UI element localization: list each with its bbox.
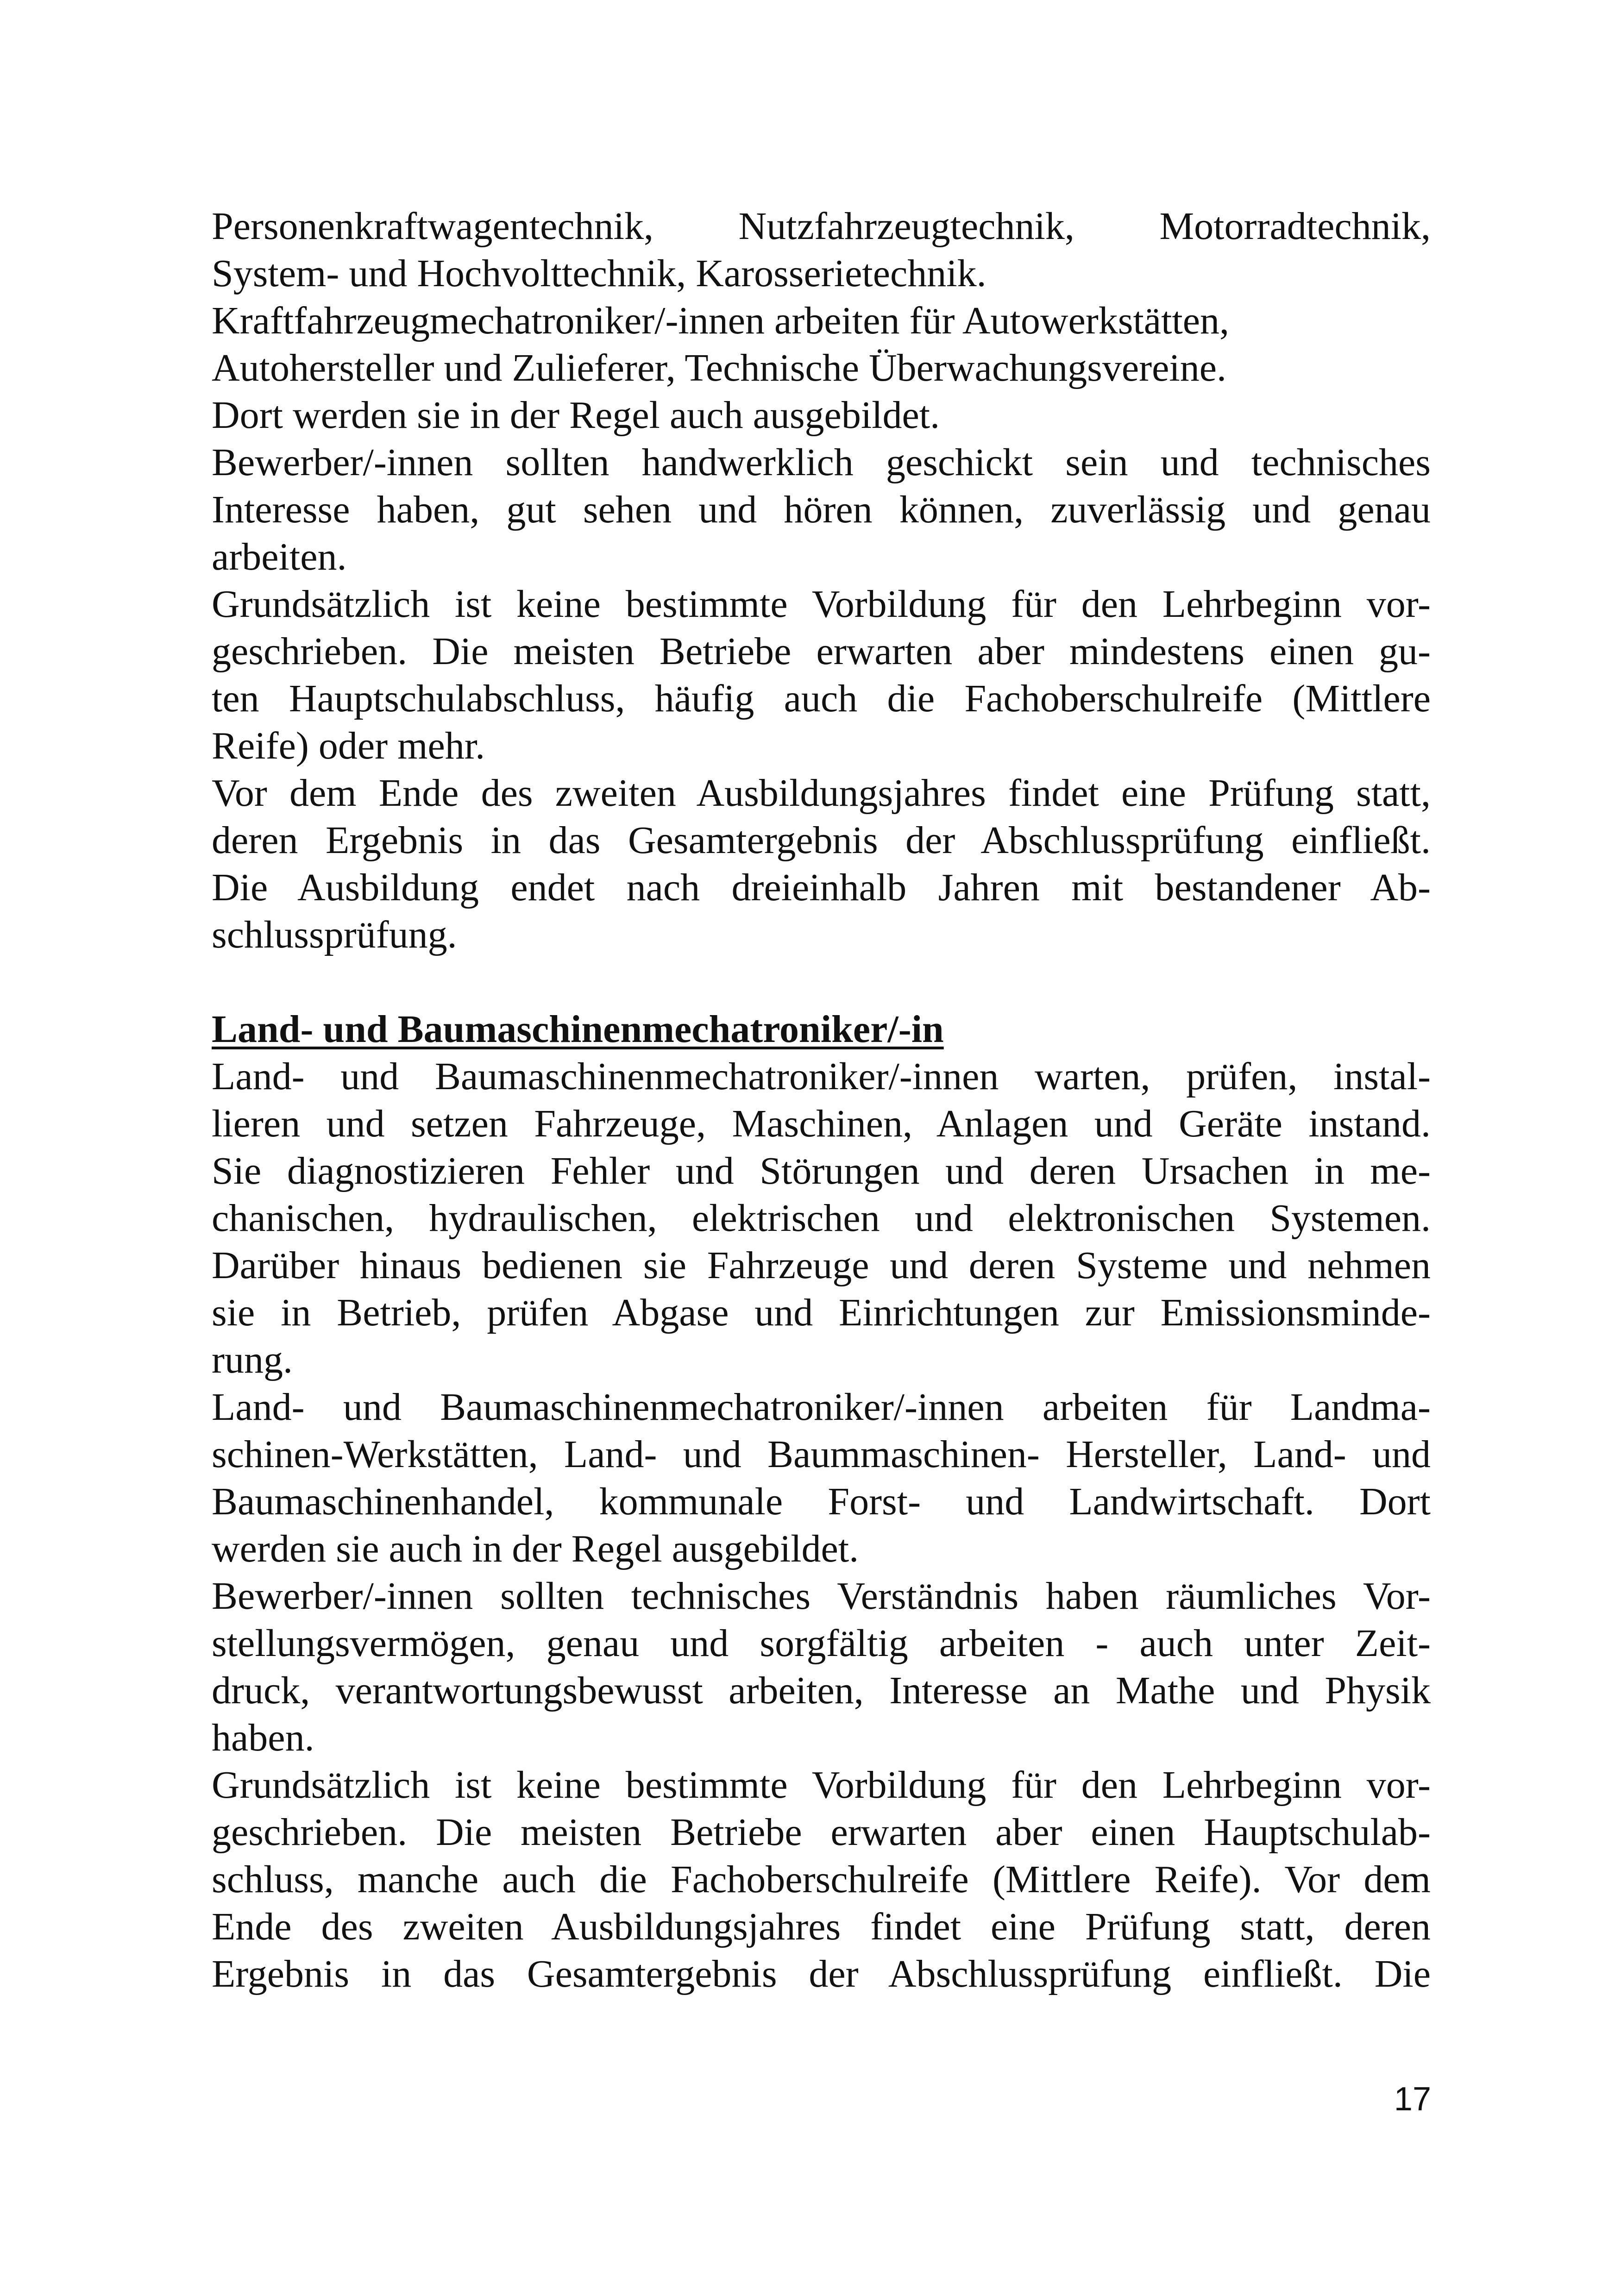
section-heading: Land- und Baumaschinenmechatroniker/-in — [212, 1008, 944, 1051]
text-line: geschrieben. Die meisten Betriebe erwarten aber einen Hauptschulab- — [212, 1811, 1431, 1854]
text-line: druck, verantwortungsbewusst arbeiten, Interesse an Mathe und Physik — [212, 1669, 1431, 1712]
text-line: Reife) oder mehr. — [212, 724, 485, 767]
text-line: lieren und setzen Fahrzeuge, Maschinen, Anlagen und Geräte instand. — [212, 1102, 1431, 1145]
text-line: Dort werden sie in der Regel auch ausgebildet. — [212, 394, 940, 437]
text-line: Sie diagnostizieren Fehler und Störungen und deren Ursachen in me- — [212, 1149, 1431, 1192]
text-line: arbeiten. — [212, 535, 347, 578]
text-line: System- und Hochvolttechnik, Karosserietechnik. — [212, 252, 986, 295]
text-line: rung. — [212, 1338, 293, 1381]
text-line: Darüber hinaus bedienen sie Fahrzeuge und deren Systeme und nehmen — [212, 1244, 1431, 1287]
body-text — [212, 203, 1431, 1998]
text-line: Vor dem Ende des zweiten Ausbildungsjahres findet eine Prüfung statt, — [212, 772, 1431, 815]
text-line: Baumaschinenhandel, kommunale Forst- und Landwirtschaft. Dort — [212, 1480, 1431, 1523]
text-line: Interesse haben, gut sehen und hören können, zuverlässig und genau — [212, 488, 1431, 531]
text-line: Bewerber/-innen sollten handwerklich geschickt sein und technisches — [212, 441, 1431, 484]
text-line: geschrieben. Die meisten Betriebe erwarten aber mindestens einen gu- — [212, 630, 1431, 673]
text-line: ten Hauptschulabschluss, häufig auch die Fachoberschulreife (Mittlere — [212, 677, 1431, 720]
text-line: stellungsvermögen, genau und sorgfältig arbeiten - auch unter Zeit- — [212, 1622, 1431, 1665]
text-line: Bewerber/-innen sollten technisches Verständnis haben räumliches Vor- — [212, 1575, 1431, 1618]
text-line: deren Ergebnis in das Gesamtergebnis der Abschlussprüfung einfließt. — [212, 819, 1431, 862]
section-kfz-continued — [212, 203, 1431, 959]
text-line: chanischen, hydraulischen, elektrischen und elektronischen Systemen. — [212, 1197, 1431, 1240]
text-line: schinen-Werkstätten, Land- und Baummaschinen- Hersteller, Land- und — [212, 1433, 1431, 1476]
blank-line — [212, 959, 1431, 1006]
text-line: Autohersteller und Zulieferer, Technische Überwachungsvereine. — [212, 346, 1226, 389]
text-line: schluss, manche auch die Fachoberschulreife (Mittlere Reife). Vor dem — [212, 1858, 1431, 1901]
text-line: sie in Betrieb, prüfen Abgase und Einrichtungen zur Emissionsminde- — [212, 1291, 1431, 1334]
text-line: Ergebnis in das Gesamtergebnis der Abschlussprüfung einfließt. Die — [212, 1952, 1431, 1995]
text-line: Land- und Baumaschinenmechatroniker/-innen arbeiten für Landma- — [212, 1386, 1431, 1429]
text-line: werden sie auch in der Regel ausgebildet. — [212, 1527, 859, 1570]
section-land-baumaschinen — [212, 1053, 1431, 1998]
text-line: haben. — [212, 1716, 314, 1759]
text-line: Die Ausbildung endet nach dreieinhalb Jahren mit bestandener Ab- — [212, 866, 1431, 909]
text-line: Grundsätzlich ist keine bestimmte Vorbildung für den Lehrbeginn vor- — [212, 1763, 1431, 1807]
text-line: schlussprüfung. — [212, 913, 457, 956]
text-line: Ende des zweiten Ausbildungsjahres findet eine Prüfung statt, deren — [212, 1905, 1431, 1948]
text-line: Land- und Baumaschinenmechatroniker/-innen warten, prüfen, instal- — [212, 1055, 1431, 1098]
text-line: Grundsätzlich ist keine bestimmte Vorbildung für den Lehrbeginn vor- — [212, 583, 1431, 626]
page-number: 17 — [1394, 2081, 1431, 2118]
text-line: Kraftfahrzeugmechatroniker/-innen arbeiten für Autowerkstätten, — [212, 299, 1230, 342]
text-line: Personenkraftwagentechnik, Nutzfahrzeugtechnik, Motorradtechnik, — [212, 205, 1431, 248]
